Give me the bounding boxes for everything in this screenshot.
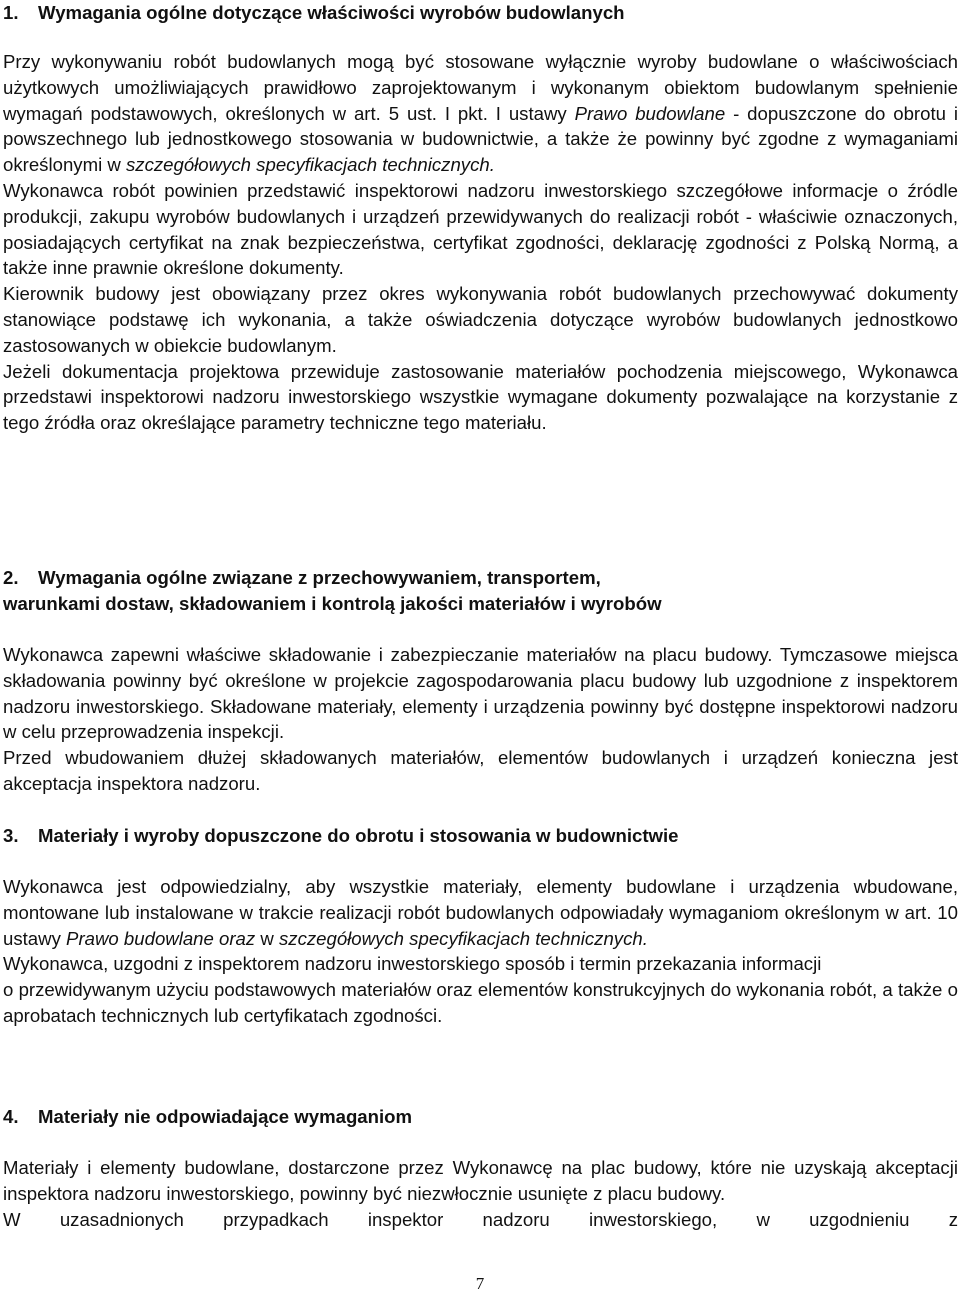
- paragraph: [3, 49, 958, 178]
- italic-text: Prawo budowlane: [574, 102, 726, 124]
- italic-text: szczegółowych specyfikacjach technicznych.: [125, 154, 495, 176]
- text-run: Przy wykonywaniu robót budowlanych mogą być stosowane wyłącznie wyroby budowlane o właściwościach użytkowych umożliwiających prawidłowo zaprojektowanym i wykonanym obiektom budowlanym spełnienie wymagań podstawowych, określonych w art. 5 ust. I pkt. I ustawy: [3, 51, 958, 124]
- section-2-body: [3, 642, 958, 797]
- section-3-heading: [3, 823, 958, 849]
- paragraph: Przed wbudowaniem dłużej składowanych materiałów, elementów budowlanych i urządzeń konieczna jest akceptacja inspektora nadzoru.: [3, 747, 958, 794]
- section-number: 3.: [3, 825, 19, 846]
- paragraph: Wykonawca zapewni właściwe składowanie i zabezpieczanie materiałów na placu budowy. Tymczasowe miejsca składowania powinny być określone w projekcie zagospodarowania placu budowy lub uzgodnione z inspektorem nadzoru inwestorskiego. Składowane materiały, elementy i urządzenia powinny być dostępne inspektorowi nadzoru w celu przeprowadzenia inspekcji.: [3, 644, 958, 743]
- paragraph: Wykonawca robót powinien przedstawić inspektorowi nadzoru inwestorskiego szczegółowe informacje o źródle produkcji, zakupu wyrobów budowlanych i urządzeń przewidywanych do realizacji robót - właściwie oznaczonych, posiadających certyfikat na znak bezpieczeństwa, certyfikat zgodności, deklarację zgodności z Polską Normą, a także inne prawnie określone dokumenty.: [3, 179, 958, 279]
- text-run: Wykonawca jest odpowiedzialny, aby wszystkie materiały, elementy budowlane i urządzenia wbudowane, montowane lub instalowane w trakcie realizacji robót budowlanych odpowiadały wymaganiom określonym w art. 10 ustawy: [3, 876, 958, 949]
- section-title-line: warunkami dostaw, składowaniem i kontrolą jakości materiałów i wyrobów: [3, 592, 662, 614]
- section-title: Materiały nie odpowiadające wymaganiom: [38, 1106, 413, 1127]
- paragraph: [3, 874, 958, 951]
- page-number: 7: [475, 1274, 485, 1293]
- section-2-heading: [3, 565, 958, 617]
- paragraph: W uzasadnionych przypadkach inspektor nadzoru inwestorskiego, w uzgodnieniu z: [3, 1208, 958, 1230]
- section-1-body: [3, 49, 958, 436]
- text-run: - dopuszczone do obrotu i powszechnego lub jednostkowego stosowania w budownictwie, a także że powinny być zgodne z wymaganiami określonymi w: [3, 102, 958, 176]
- section-4-heading: [3, 1104, 958, 1130]
- text-run: w: [255, 927, 279, 949]
- paragraph: Kierownik budowy jest obowiązany przez okres wykonywania robót budowlanych przechowywać dokumenty stanowiące podstawę ich wykonania, a także oświadczenia dotyczące wyrobów budowlanych jednostkowo zastosowanych w obiekcie budowlanym.: [3, 283, 958, 356]
- paragraph: Wykonawca, uzgodni z inspektorem nadzoru inwestorskiego sposób i termin przekazania informacji: [3, 953, 822, 975]
- section-3-body: [3, 874, 958, 1029]
- section-1-heading: [3, 0, 958, 26]
- section-number: 4.: [3, 1106, 19, 1127]
- paragraph: o przewidywanym użyciu podstawowych materiałów oraz elementów konstrukcyjnych do wykonania robót, a także o aprobatach technicznych lub certyfikatach zgodności.: [3, 979, 958, 1026]
- section-title: Wymagania ogólne dotyczące właściwości wyrobów budowlanych: [38, 2, 625, 23]
- paragraph: Materiały i elementy budowlane, dostarczone przez Wykonawcę na plac budowy, które nie uzyskają akceptacji inspektora nadzoru inwestorskiego, powinny być niezwłocznie usunięte z placu budowy.: [3, 1157, 958, 1204]
- section-title: Materiały i wyroby dopuszczone do obrotu i stosowania w budownictwie: [38, 825, 679, 846]
- section-number: 1.: [3, 2, 19, 23]
- paragraph: Jeżeli dokumentacja projektowa przewiduje zastosowanie materiałów pochodzenia miejscowego, Wykonawca przedstawi inspektorowi nadzoru inwestorskiego wszystkie wymagane dokumenty pozwalające na korzystanie z tego źródła oraz określające parametry techniczne tego materiału.: [3, 360, 958, 434]
- italic-text: Prawo budowlane oraz: [66, 927, 256, 949]
- italic-text: szczegółowych specyfikacjach technicznych.: [278, 927, 648, 949]
- section-4-body: [3, 1155, 958, 1232]
- section-title-line: [3, 565, 958, 591]
- section-title: Wymagania ogólne związane z przechowywaniem, transportem,: [38, 567, 601, 588]
- section-number: 2.: [3, 567, 19, 588]
